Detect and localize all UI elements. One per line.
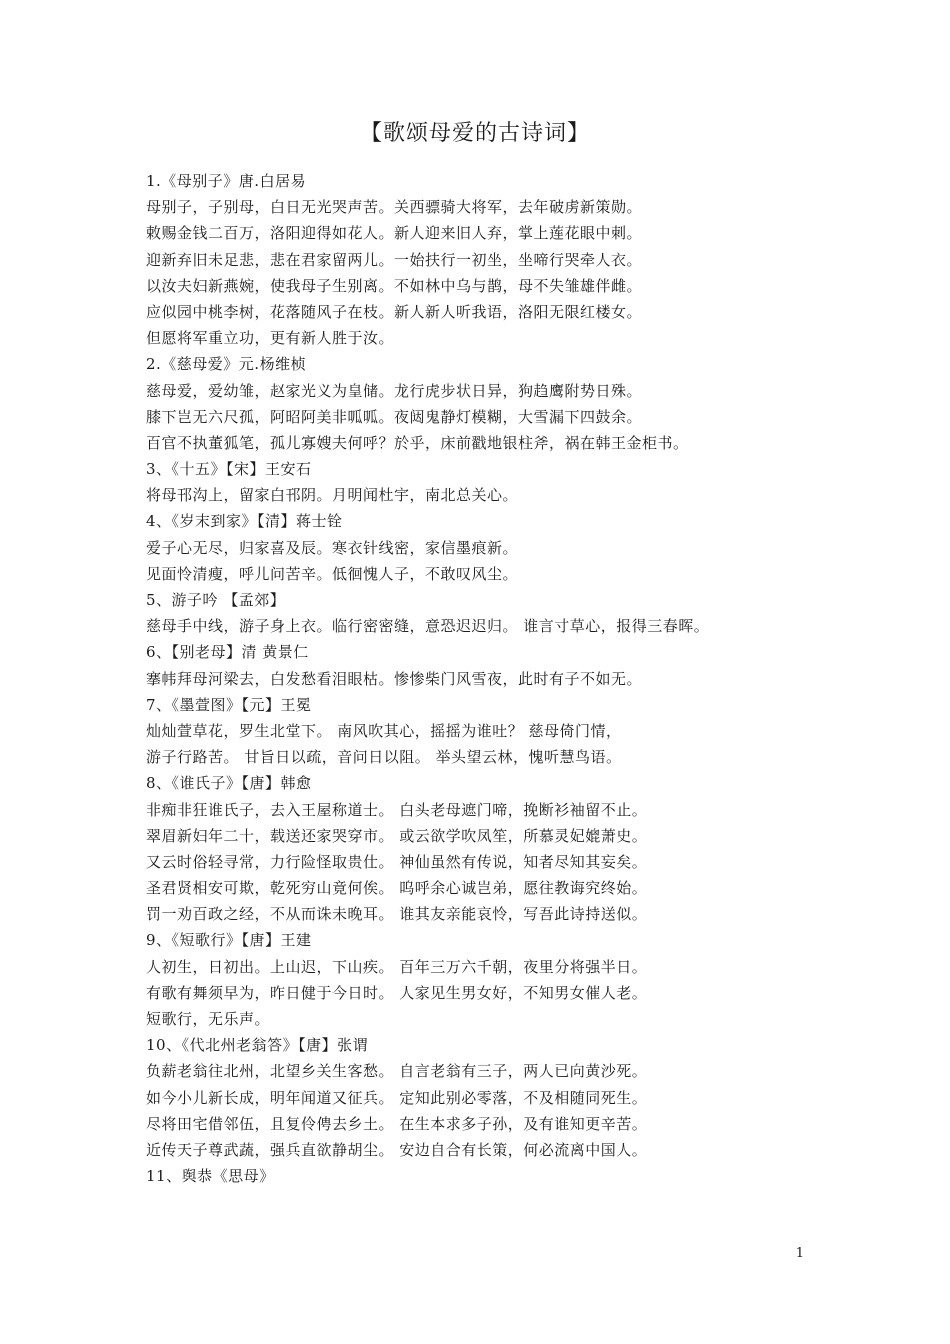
text-line: 慈母爱，爱幼雏，赵家光义为皇储。龙行虎步状日异，狗趋鹰附势日殊。 [146,381,643,400]
text-line: 5、游子吟 【孟郊】 [146,591,286,609]
text-line: 6、【别老母】清 黄景仁 [146,643,309,662]
document-body [146,168,866,1189]
document-title: 【歌颂母爱的古诗词】 [359,121,590,146]
text-line: 9、《短歌行》【唐】王建 [146,931,312,950]
text-line: 1.《母别子》唐.白居易 [146,172,307,190]
text-line: 短歌行，无乐声。 [146,1010,271,1028]
text-line: 圣君贤相安可欺，乾死穷山竟何俟。 呜呼余心诚岂弟，愿往教诲究终始。 [146,879,648,898]
text-line: 慈母手中线，游子身上衣。临行密密缝，意恐迟迟归。 谁言寸草心，报得三春晖。 [146,617,710,636]
text-line: 8、《谁氏子》【唐】韩愈 [146,774,312,793]
text-line: 10、《代北州老翁答》【唐】张谓 [146,1036,369,1055]
text-line: 迎新弃旧未足悲，悲在君家留两儿。一始扶行一初坐，坐啼行哭牵人衣。 [146,250,643,269]
text-line: 有歌有舞须早为，昨日健于今日时。 人家见生男女好，不知男女催人老。 [146,983,648,1002]
page-number: 1 [795,1246,804,1261]
text-line: 负薪老翁往北州，北望乡关生客愁。 自言老翁有三子，两人已向黄沙死。 [146,1062,648,1081]
text-line: 翠眉新妇年二十，载送还家哭穿市。 或云欲学吹凤笙，所慕灵妃媲萧史。 [146,826,648,845]
text-line: 将母邗沟上，留家白邗阴。月明闻杜宇，南北总关心。 [146,486,519,505]
text-line: 见面怜清瘦，呼儿问苦辛。低徊愧人子，不敢叹风尘。 [146,564,519,583]
text-line: 又云时俗轻寻常，力行险怪取贵仕。 神仙虽然有传说，知者尽知其妄矣。 [146,852,648,871]
text-line: 应似园中桃李树，花落随风子在枝。新人新人听我语，洛阳无限红楼女。 [146,302,643,321]
text-line: 爱子心无尽，归家喜及辰。寒衣针线密，家信墨痕新。 [146,538,519,557]
text-line: 灿灿萱草花，罗生北堂下。 南风吹其心，摇摇为谁吐？ 慈母倚门情， [146,721,622,740]
text-line: 搴帏拜母河梁去，白发愁看泪眼枯。惨惨柴门风雪夜，此时有子不如无。 [146,669,643,688]
text-line: 11、舆恭《思母》 [146,1167,275,1186]
text-line: 母别子，子别母，白日无光哭声苦。关西骠骑大将军，去年破虏新策勋。 [146,198,643,217]
text-line: 罚一劝百政之经，不从而诛未晚耳。 谁其友亲能哀怜，写吾此诗持送似。 [146,905,648,924]
text-line: 非痴非狂谁氏子，去入王屋称道士。 白头老母遮门啼，挽断衫袖留不止。 [146,800,648,819]
text-line: 百官不执董狐笔，孤儿寡嫂夫何呼？於乎，床前戳地银柱斧，祸在韩王金柜书。 [146,433,689,452]
text-line: 但愿将军重立功，更有新人胜于汝。 [146,329,395,348]
text-line: 尽将田宅借邻伍，且复伶俜去乡土。 在生本求多子孙，及有谁知更辛苦。 [146,1114,648,1133]
text-line: 3、《十五》【宋】王安石 [146,460,312,479]
text-line: 2.《慈母爱》元.杨维桢 [146,355,307,374]
text-line: 游子行路苦。 甘旨日以疏，音问日以阻。 举头望云林，愧听慧鸟语。 [146,748,622,767]
text-line: 如今小儿新长成，明年闻道又征兵。 定知此别必零落，不及相随同死生。 [146,1088,648,1107]
text-line: 人初生，日初出。上山迟，下山疾。 百年三万六千朝，夜里分将强半日。 [146,957,648,976]
text-line: 以汝夫妇新燕婉，使我母子生别离。不如林中乌与鹊，母不失雏雄伴雌。 [146,276,643,295]
text-line: 膝下岂无六尺孤，阿昭阿美非呱呱。夜闼鬼静灯模糊，大雪漏下四鼓余。 [146,407,643,426]
text-line: 近传天子尊武蔬，强兵直欲静胡尘。 安边自合有长策，何必流离中国人。 [146,1140,648,1159]
text-line: 4、《岁末到家》【清】蒋士铨 [146,512,343,531]
text-line: 7、《墨萱图》【元】王冕 [146,695,312,714]
text-line: 敕赐金钱二百万，洛阳迎得如花人。新人迎来旧人弃，掌上莲花眼中刺。 [146,224,643,243]
